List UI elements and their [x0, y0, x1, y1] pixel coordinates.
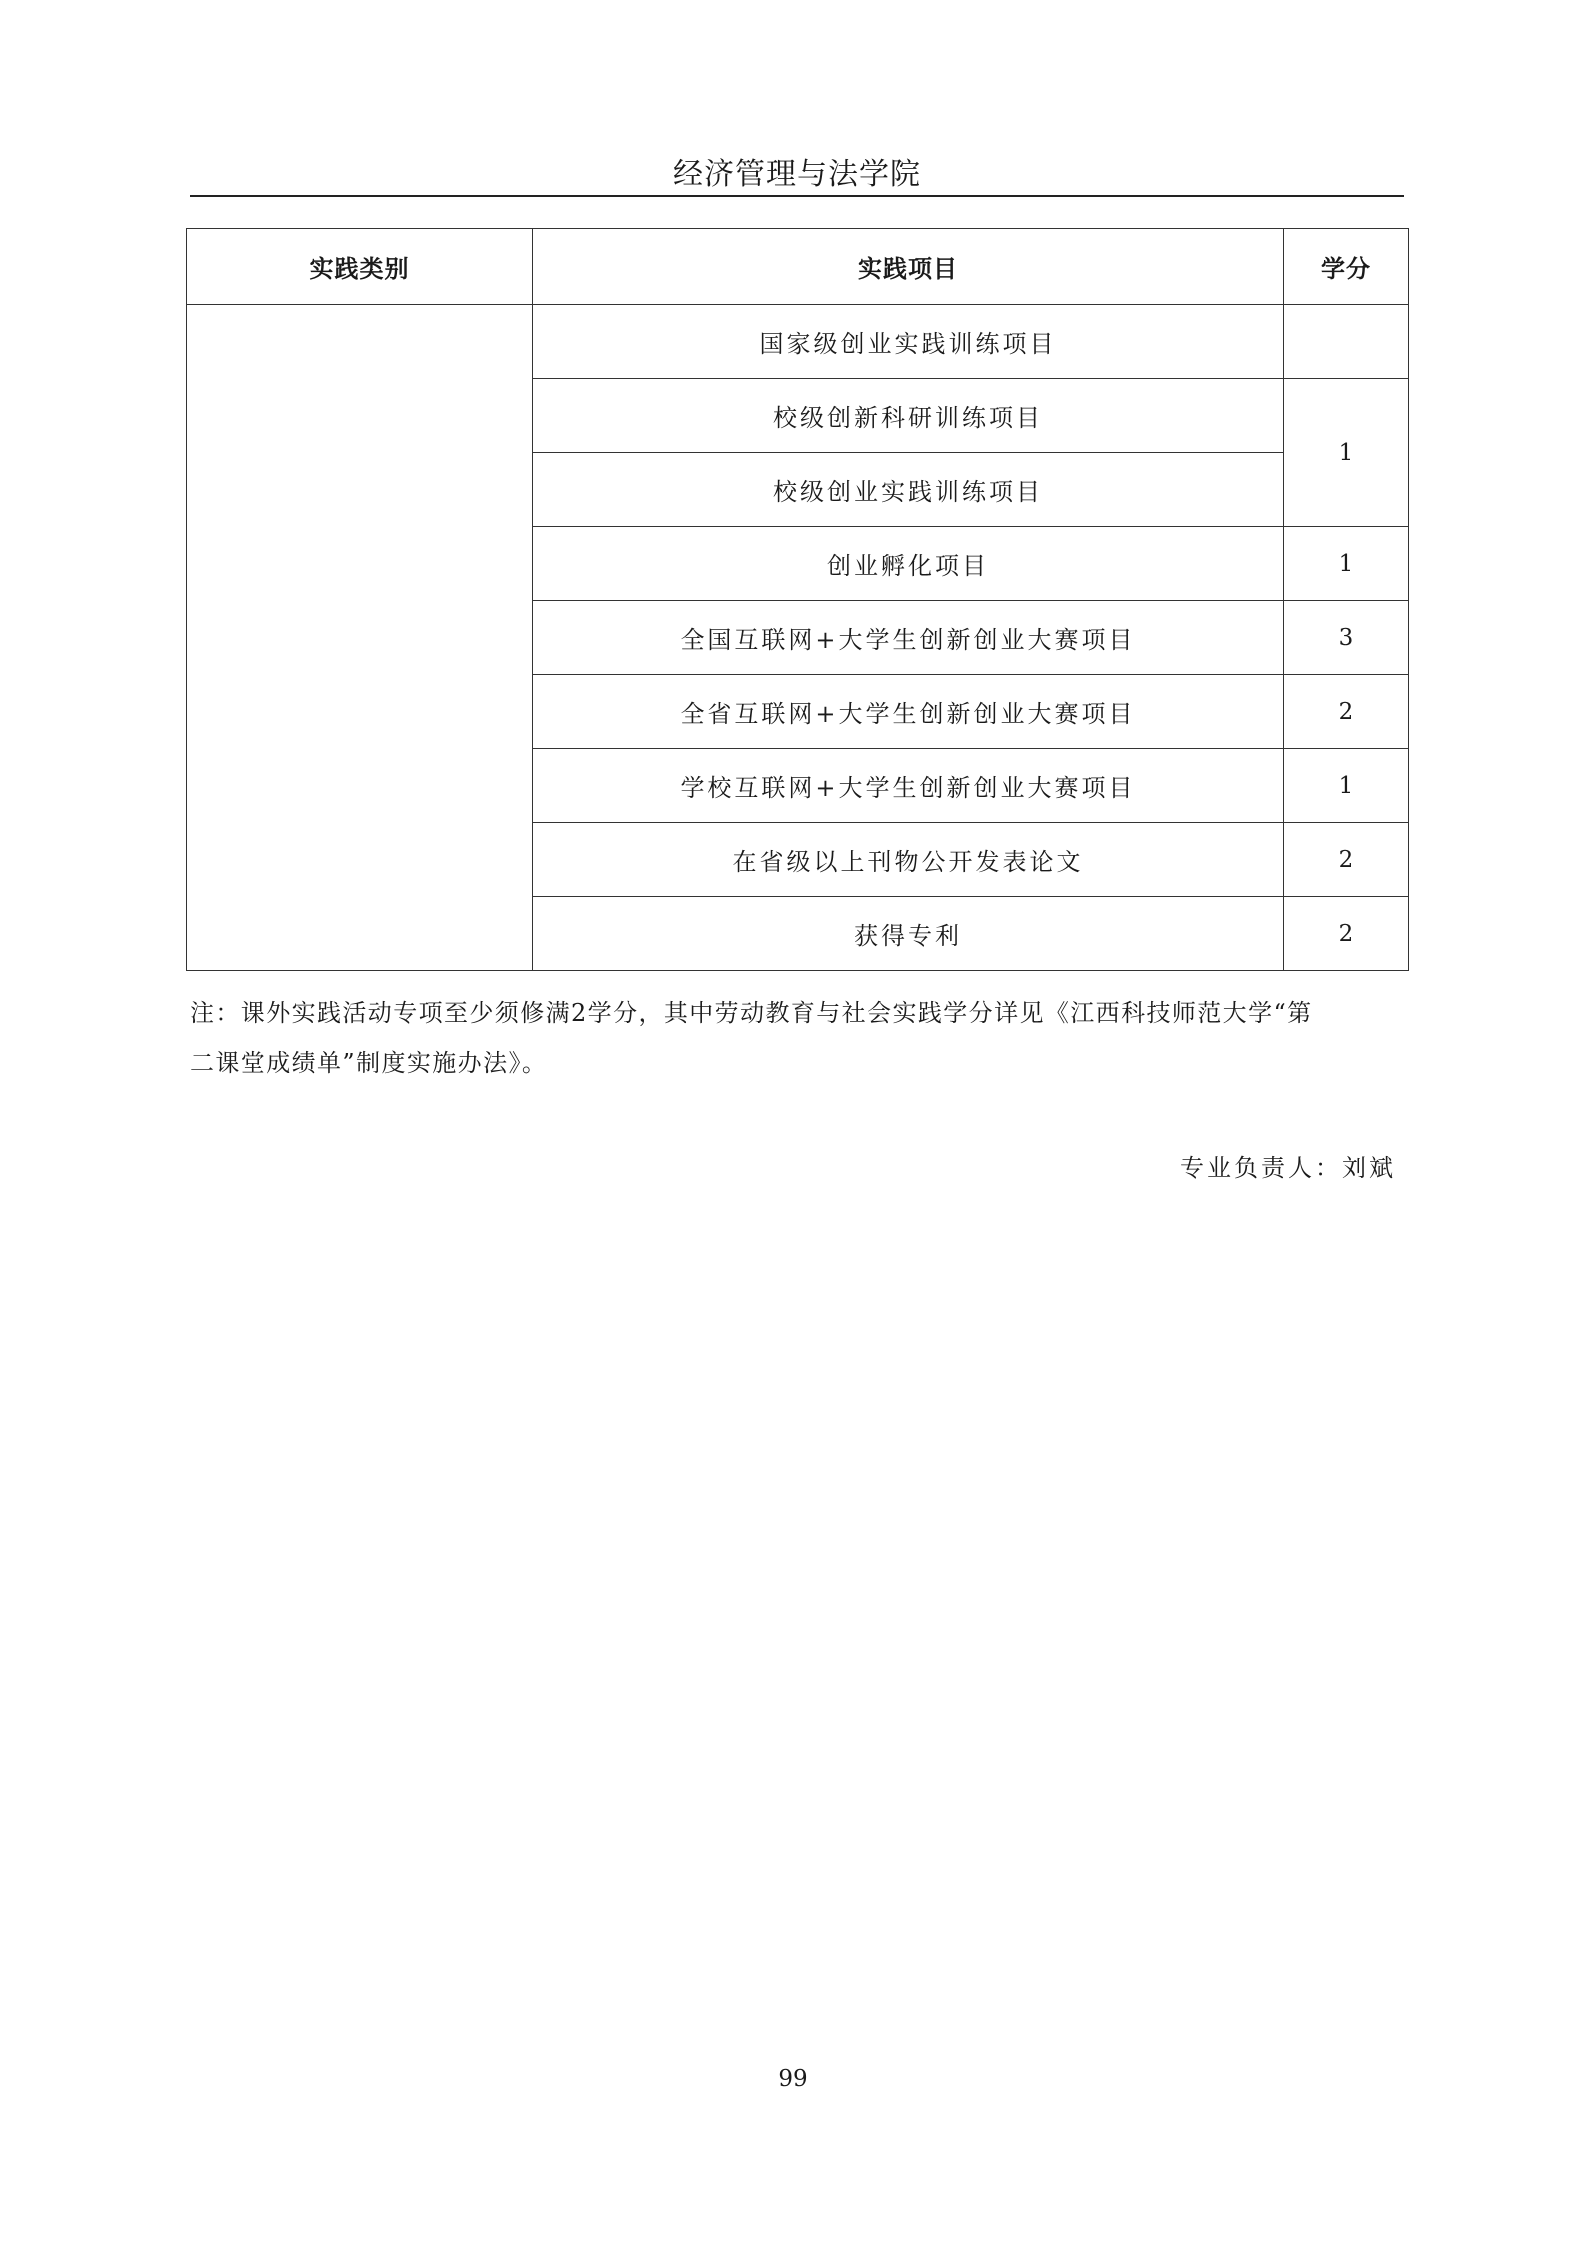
- credit-cell: 2: [1284, 675, 1409, 749]
- page-number: 99: [778, 2066, 808, 2092]
- item-cell: 国家级创业实践训练项目: [533, 305, 1284, 379]
- credit-cell: 2: [1284, 897, 1409, 971]
- footnote-line-1: 注：课外实践活动专项至少须修满2学分，其中劳动教育与社会实践学分详见《江西科技师范大学“第: [190, 999, 1313, 1027]
- item-cell: 校级创新科研训练项目: [533, 379, 1284, 453]
- item-cell: 学校互联网+大学生创新创业大赛项目: [533, 749, 1284, 823]
- practice-credit-table: [186, 228, 1409, 971]
- category-cell: [187, 305, 533, 971]
- item-cell: 校级创业实践训练项目: [533, 453, 1284, 527]
- credit-cell: 1: [1284, 749, 1409, 823]
- footnote-line-2: 二课堂成绩单”制度实施办法》。: [190, 1049, 548, 1077]
- footnote: [190, 988, 1404, 1088]
- page-header-title: 经济管理与法学院: [673, 157, 921, 192]
- program-director-signature: 专业负责人：刘斌: [1180, 1154, 1396, 1182]
- item-cell: 在省级以上刊物公开发表论文: [533, 823, 1284, 897]
- credit-cell: [1284, 305, 1409, 379]
- credit-cell: 3: [1284, 601, 1409, 675]
- item-cell: 全国互联网+大学生创新创业大赛项目: [533, 601, 1284, 675]
- table-header-row: [187, 229, 1409, 305]
- item-cell: 获得专利: [533, 897, 1284, 971]
- item-cell: 全省互联网+大学生创新创业大赛项目: [533, 675, 1284, 749]
- credit-cell: 1: [1284, 527, 1409, 601]
- credit-cell: 1: [1284, 379, 1409, 527]
- item-cell: 创业孵化项目: [533, 527, 1284, 601]
- column-header-credit: 学分: [1284, 229, 1409, 305]
- header-divider: [190, 195, 1404, 197]
- table-row: [187, 305, 1409, 379]
- column-header-item: 实践项目: [533, 229, 1284, 305]
- column-header-category: 实践类别: [187, 229, 533, 305]
- credit-cell: 2: [1284, 823, 1409, 897]
